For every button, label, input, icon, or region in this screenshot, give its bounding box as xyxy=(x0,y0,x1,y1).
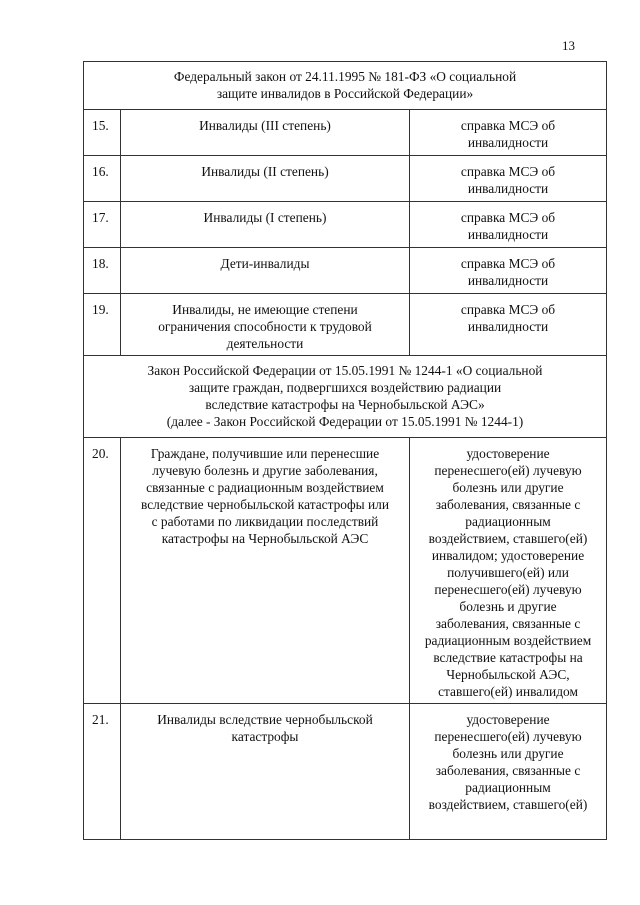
required-document: справка МСЭ об инвалидности xyxy=(410,248,607,294)
section-title-line: вследствие катастрофы на Чернобыльской АЭС» xyxy=(205,397,485,412)
required-document: справка МСЭ об инвалидности xyxy=(410,156,607,202)
section-title-line: защите инвалидов в Российской Федерации» xyxy=(216,86,474,101)
row-number: 18. xyxy=(84,248,121,294)
table-row xyxy=(84,438,607,704)
required-document: удостоверение перенесшего(ей) лучевую болезнь или другие заболевания, связанные с радиационным воздействием, ставшего(ей) инвалидом; удостоверение получившего(ей) или перенесшего(ей) лучевую болезнь и другие заболевания, связанные с радиационным воздействием вследствие катастрофы на Чернобыльской АЭС, ставшего(ей) инвалидом xyxy=(410,438,607,704)
section-title-line: защите граждан, подвергшихся воздействию радиации xyxy=(188,380,502,395)
table-row xyxy=(84,110,607,156)
row-number: 20. xyxy=(84,438,121,704)
row-number: 15. xyxy=(84,110,121,156)
section-title-line: Закон Российской Федерации от 15.05.1991 № 1244-1 «О социальной xyxy=(147,363,543,378)
required-document: справка МСЭ об инвалидности xyxy=(410,110,607,156)
row-number: 17. xyxy=(84,202,121,248)
table-row xyxy=(84,202,607,248)
category-name: Граждане, получившие или перенесшие лучевую болезнь и другие заболевания, связанные с радиационным воздействием вследствие чернобыльской катастрофы или с работами по ликвидации последствий катастрофы на Чернобыльской АЭС xyxy=(121,438,410,704)
row-number: 21. xyxy=(84,704,121,840)
category-name: Инвалиды, не имеющие степени ограничения способности к трудовой деятельности xyxy=(121,294,410,356)
row-number: 16. xyxy=(84,156,121,202)
section-title-line: Федеральный закон от 24.11.1995 № 181-ФЗ «О социальной xyxy=(173,69,517,84)
category-name: Дети-инвалиды xyxy=(121,248,410,294)
page-number: 13 xyxy=(562,38,575,53)
category-name: Инвалиды (II степень) xyxy=(121,156,410,202)
category-name: Инвалиды (III степень) xyxy=(121,110,410,156)
required-document: справка МСЭ об инвалидности xyxy=(410,202,607,248)
category-name: Инвалиды вследствие чернобыльской катастрофы xyxy=(121,704,410,840)
benefits-table xyxy=(83,61,607,840)
section-title-federal-law-181 xyxy=(84,62,607,110)
section-header-row xyxy=(84,62,607,110)
table-row xyxy=(84,156,607,202)
category-name: Инвалиды (I степень) xyxy=(121,202,410,248)
required-document: удостоверение перенесшего(ей) лучевую болезнь или другие заболевания, связанные с радиационным воздействием, ставшего(ей) xyxy=(410,704,607,840)
table-row xyxy=(84,294,607,356)
table-row xyxy=(84,248,607,294)
section-title-line: (далее - Закон Российской Федерации от 15.05.1991 № 1244-1) xyxy=(166,414,524,429)
row-number: 19. xyxy=(84,294,121,356)
section-header-row xyxy=(84,356,607,438)
table-row xyxy=(84,704,607,840)
section-title-rf-law-1244-1 xyxy=(84,356,607,438)
required-document: справка МСЭ об инвалидности xyxy=(410,294,607,356)
